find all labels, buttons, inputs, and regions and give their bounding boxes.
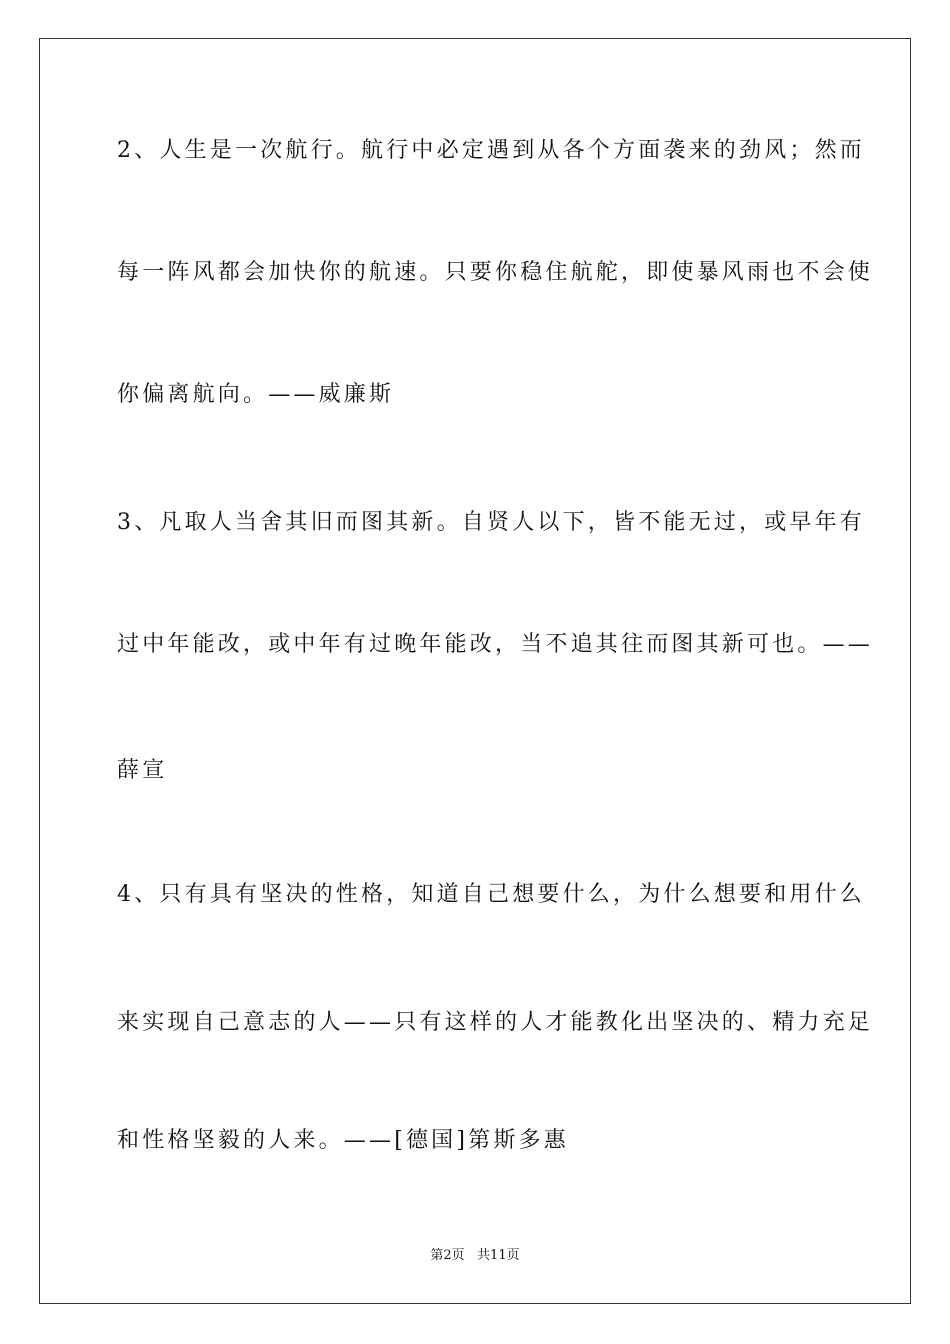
paragraph-2-line-2: 每一阵风都会加快你的航速。只要你稳住航舵，即使暴风雨也不会使 bbox=[117, 260, 874, 285]
paragraph-3-line-3: 薛宣 bbox=[117, 758, 168, 783]
paragraph-3-line-2: 过中年能改，或中年有过晚年能改，当不追其往而图其新可也。—— bbox=[117, 632, 874, 657]
paragraph-4-line-2: 来实现自己意志的人——只有这样的人才能教化出坚决的、精力充足 bbox=[117, 1010, 874, 1035]
paragraph-4-line-1: 4、只有具有坚决的性格，知道自己想要什么，为什么想要和用什么 bbox=[117, 882, 865, 907]
paragraph-4-line-3: 和性格坚毅的人来。——[德国]第斯多惠 bbox=[117, 1128, 569, 1153]
page-border bbox=[39, 38, 911, 1304]
paragraph-3-line-1: 3、凡取人当舍其旧而图其新。自贤人以下，皆不能无过，或早年有 bbox=[117, 510, 865, 535]
paragraph-2-line-3: 你偏离航向。——威廉斯 bbox=[117, 382, 395, 407]
page-number-footer: 第2页 共11页 bbox=[430, 1248, 520, 1263]
paragraph-2-line-1: 2、人生是一次航行。航行中必定遇到从各个方面袭来的劲风；然而 bbox=[117, 138, 865, 163]
